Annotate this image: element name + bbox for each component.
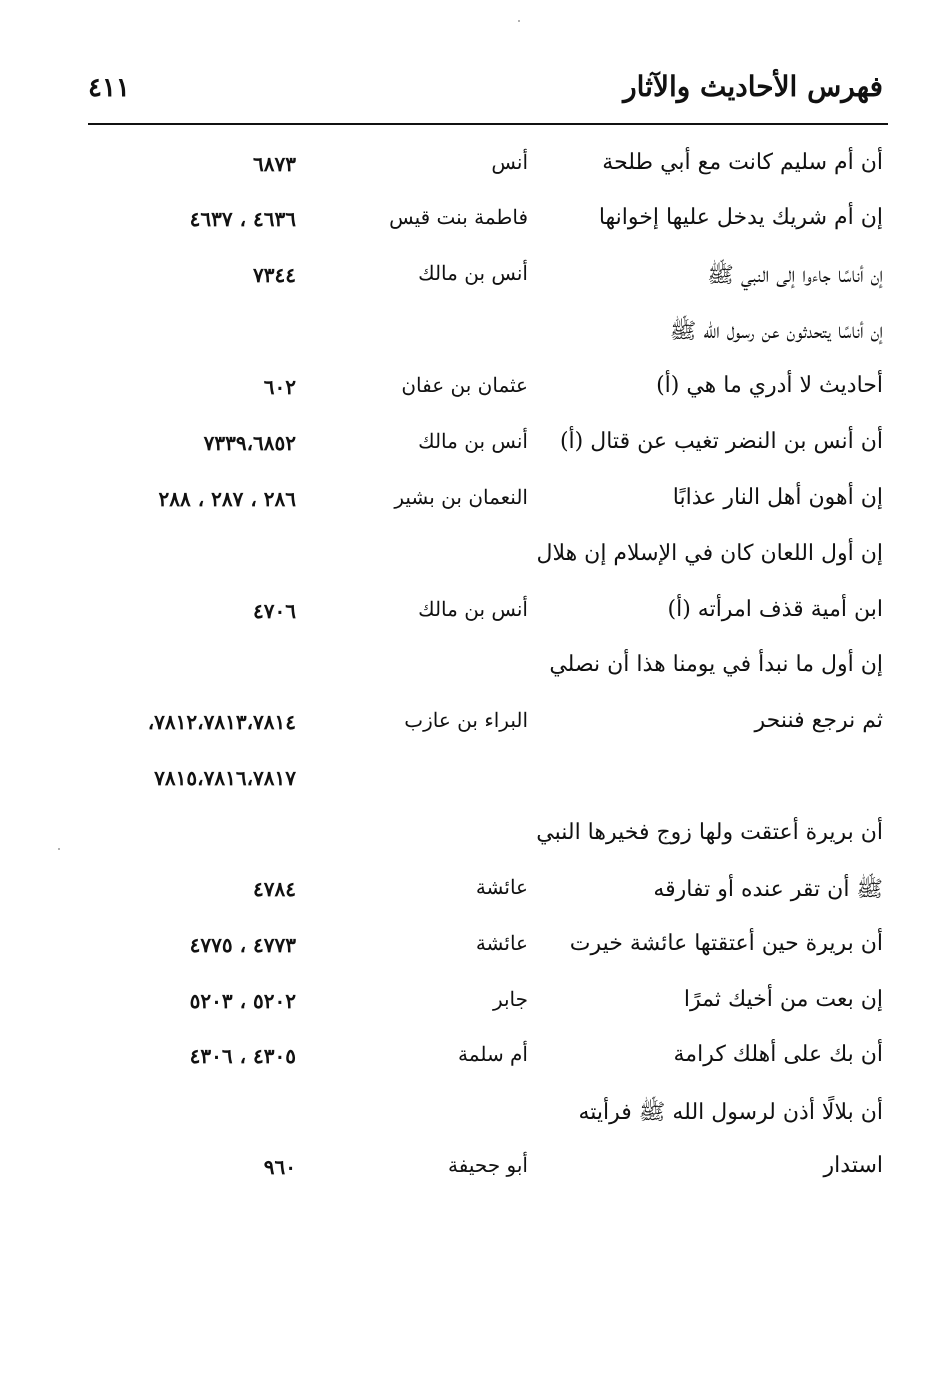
- hadith-numbers: ٤٧٧٣ ، ٤٧٧٥: [189, 933, 296, 957]
- narrator: عائشة: [475, 875, 528, 899]
- index-entry: [0, 597, 928, 637]
- hadith-numbers: ٧٣٣٩،٦٨٥٢: [203, 431, 296, 455]
- hadith-text: ثم نرجع فننحر: [754, 708, 883, 733]
- hadith-text: إن أهون أهل النار عذابًا: [672, 485, 883, 510]
- hadith-text: إن أناسًا يتحدثون عن رسول الله ﷺ: [669, 319, 883, 344]
- narrator: النعمان بن بشير: [394, 485, 528, 509]
- index-entry: [0, 652, 928, 692]
- index-entry: [0, 1042, 928, 1082]
- hadith-text: إن أناسًا جاءوا إلى النبي ﷺ: [707, 263, 883, 288]
- hadith-numbers: ٤٧٠٦: [253, 599, 296, 623]
- hadith-numbers: ٧٨١٥،٧٨١٦،٧٨١٧: [154, 766, 296, 790]
- hadith-text: أن أم سليم كانت مع أبي طلحة: [602, 150, 883, 175]
- hadith-text: أن بلالًا أذن لرسول الله ﷺ فرأيته: [578, 1100, 883, 1125]
- index-entry: [0, 429, 928, 469]
- header-rule: [88, 123, 888, 125]
- index-entry: [0, 1098, 928, 1138]
- hadith-text: أن بريرة حين أعتقتها عائشة خيرت: [569, 931, 883, 956]
- narrator: أنس: [491, 150, 528, 174]
- hadith-numbers: ٤٦٣٦ ، ٤٦٣٧: [189, 207, 296, 231]
- hadith-numbers: ٤٣٠٥ ، ٤٣٠٦: [189, 1044, 296, 1068]
- narrator: جابر: [492, 987, 528, 1011]
- narrator: عائشة: [475, 931, 528, 955]
- narrator: البراء بن عازب: [404, 708, 528, 732]
- index-entry: [0, 708, 928, 748]
- narrator: أنس بن مالك: [418, 597, 528, 621]
- hadith-numbers: ٤٧٨٤: [253, 877, 296, 901]
- scan-speck: [518, 20, 520, 22]
- hadith-numbers: ٦٠٢: [263, 375, 296, 399]
- hadith-text: أن أنس بن النضر تغيب عن قتال (أ): [559, 429, 883, 454]
- narrator: أم سلمة: [458, 1042, 528, 1066]
- narrator: عثمان بن عفان: [401, 373, 528, 397]
- scan-speck: [58, 848, 60, 850]
- hadith-text: أن بريرة أعتقت ولها زوج فخيرها النبي: [536, 820, 883, 845]
- index-entry: [0, 764, 928, 804]
- index-entry: [0, 987, 928, 1027]
- hadith-numbers: ٦٨٧٣: [253, 152, 296, 176]
- index-entry: [0, 931, 928, 971]
- hadith-numbers: ٢٨٦ ، ٢٨٧ ، ٢٨٨: [158, 487, 296, 511]
- narrator: أبو جحيفة: [448, 1153, 528, 1177]
- index-entry: [0, 205, 928, 245]
- hadith-numbers: ٧٨١٢،٧٨١٣،٧٨١٤،: [147, 710, 296, 734]
- index-entry: [0, 485, 928, 525]
- hadith-text: أحاديث لا أدري ما هي (أ): [656, 373, 883, 398]
- hadith-text: إن أول اللعان كان في الإسلام إن هلال: [536, 541, 883, 566]
- hadith-numbers: ٩٦٠: [263, 1155, 296, 1179]
- narrator: أنس بن مالك: [418, 429, 528, 453]
- hadith-text: إن أول ما نبدأ في يومنا هذا أن نصلي: [549, 652, 883, 677]
- index-entry: [0, 1153, 928, 1193]
- hadith-text: ﷺ أن تقر عنده أو تفارقه: [653, 877, 883, 902]
- page-number: ٤١١: [88, 73, 130, 103]
- narrator: فاطمة بنت قيس: [389, 205, 528, 229]
- hadith-text: ابن أمية قذف امرأته (أ): [667, 597, 883, 622]
- hadith-text: إن أم شريك يدخل عليها إخوانها: [598, 205, 883, 230]
- hadith-numbers: ٧٣٤٤: [253, 263, 296, 287]
- page-title: فهرس الأحاديث والآثار: [623, 70, 883, 103]
- index-entry: [0, 875, 928, 915]
- index-entry: [0, 373, 928, 413]
- index-entry: [0, 317, 928, 357]
- index-entry: [0, 541, 928, 581]
- hadith-text: استدار: [823, 1153, 883, 1178]
- hadith-text: إن بعت من أخيك ثمرًا: [683, 987, 883, 1012]
- index-entry: [0, 820, 928, 860]
- hadith-text: أن بك على أهلك كرامة: [673, 1042, 883, 1067]
- hadith-numbers: ٥٢٠٢ ، ٥٢٠٣: [189, 989, 296, 1013]
- index-entry: [0, 150, 928, 190]
- index-entry: [0, 261, 928, 301]
- narrator: أنس بن مالك: [418, 261, 528, 285]
